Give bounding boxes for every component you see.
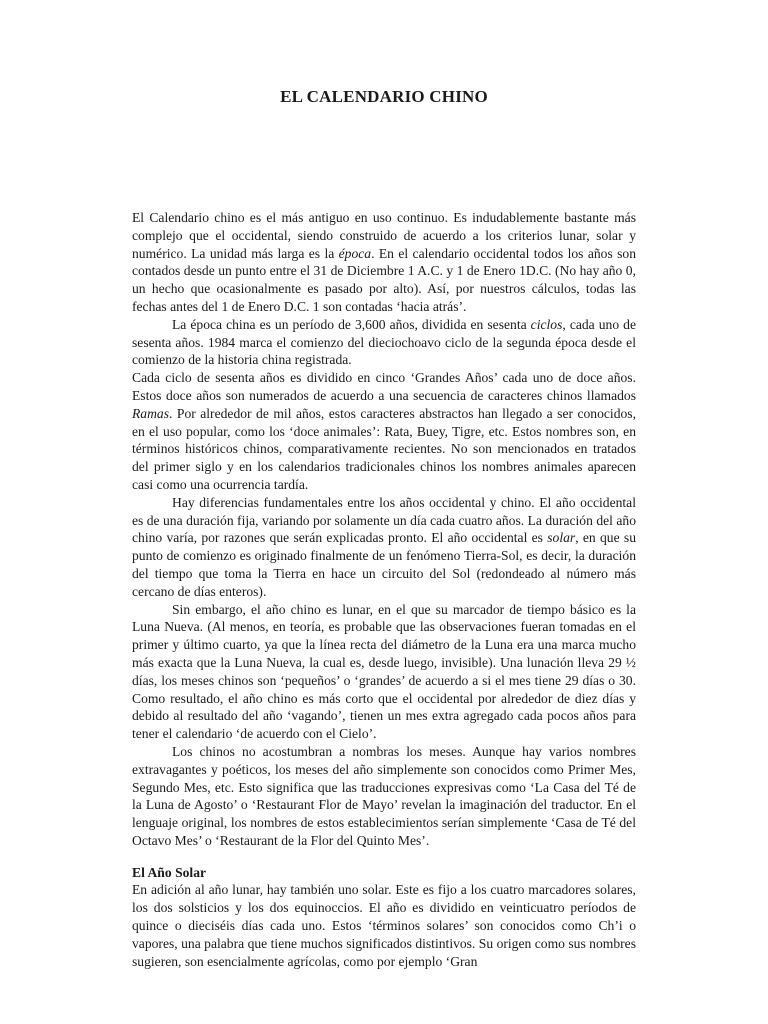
paragraph-1-emphasis: época [338,245,372,261]
document-title: EL CALENDARIO CHINO [280,87,488,106]
paragraph-3-emphasis: Ramas [132,405,170,421]
paragraph-6: Los chinos no acostumbran a nombras los meses. Aunque hay varios nombres extravagantes y poéticos, los meses del año simplemente son conocidos como Primer Mes, Segundo Mes, etc. Esto significa que las traducciones expresivas como ‘La Casa del Té de la Luna de Agosto’ o ‘Restaurant Flor de Mayo’ revelan la imaginación del traductor. En el lenguaje original, los nombres de estos establecimientos serían simplemente ‘Casa de Té del Octavo Mes’ o ‘Restaurant de la Flor del Quinto Mes’. [132,743,636,848]
paragraph-2 [132,316,636,369]
paragraph-1 [132,209,636,316]
paragraph-2-text-b: , cada uno de sesenta años. 1984 marca el comienzo del dieciochoavo ciclo de la segunda época desde el comienzo de la historia china registrada. [132,316,637,368]
paragraph-2-text-a: La época china es un período de 3,600 años, dividida en sesenta [172,316,531,332]
paragraph-1-text-a: El Calendario chino es el más antiguo en uso continuo. Es indudablemente bastante más complejo que el occidental, siendo construido de acuerdo a los criterios lunar, solar y numérico. La unidad más larga es la [132,210,636,261]
paragraph-4-text-b: , en que su punto de comienzo es originado finalmente de un fenómeno Tierra-Sol, es decir, la duración del tiempo que toma la Tierra en hace un circuito del Sol (redondeado al número más cercano de días enteros). [132,530,636,599]
paragraph-4-emphasis: solar [547,530,576,546]
paragraph-3 [132,369,636,494]
paragraph-3-text-b: . Por alrededor de mil años, estos caracteres abstractos han llegado a ser conocidos, en el uso popular, como los ‘doce animales’: Rata, Buey, Tigre, etc. Estos nombres son, en términos históricos chinos, comparativamente recientes. No son mencionados en tratados del primer siglo y en los calendarios tradicionales chinos los nombres animales aparecen casi como una ocurrencia tardía. [132,405,636,492]
paragraph-5: Sin embargo, el año chino es lunar, en el que su marcador de tiempo básico es la Luna Nueva. (Al menos, en teoría, es probable que las observaciones fueran tomadas en el primer y último cuarto, ya que la línea recta del diámetro de la Luna era una marca mucho más exacta que la Luna Nueva, la cual es, desde luego, invisible). Una lunación lleva 29 ½ días, los meses chinos son ‘pequeños’ o ‘grandes’ de acuerdo a si el mes tiene 29 días o 30. Como resultado, el año chino es más corto que el occidental por alrededor de diez días y debido al resultado del año ‘vagando’, tienen un mes extra agregado cada pocos años para tener el calendario ‘de acuerdo con el Cielo’. [132,601,636,742]
paragraph-4-text-a: Hay diferencias fundamentales entre los años occidental y chino. El año occidental es de una duración fija, variando por solamente un día cada cuatro años. La duración del año chino varía, por razones que serán explicadas pronto. El año occidental es [132,494,636,546]
paragraph-1-text-b: . En el calendario occidental todos los años son contados desde un punto entre el 31 de Diciembre 1 A.C. y 1 de Enero 1D.C. (No hay año 0, un hecho que ocasionalmente es pasado por alto). Así, por nuestros cálculos, todas las fechas antes del 1 de Enero D.C. 1 son contadas ‘hacia atrás’. [132,245,636,314]
paragraph-7: En adición al año lunar, hay también uno solar. Este es fijo a los cuatro marcadores solares, los dos solsticios y los dos equinoccios. El año es dividido en veinticuatro períodos de quince o dieciséis días cada uno. Estos ‘términos solares’ son conocidos como Ch’i o vapores, una palabra que tiene muchos significados distintivos. Su origen como sus nombres sugieren, son esencialmente agrícolas, como por ejemplo ‘Gran [132,882,636,969]
paragraph-3-text-a: Cada ciclo de sesenta años es dividido en cinco ‘Grandes Años’ cada uno de doce años. Estos doce años son numerados de acuerdo a una secuencia de caracteres chinos llamados [132,370,636,403]
section-heading-solar-year: El Año Solar [132,864,207,880]
document-body [132,209,636,970]
paragraph-4 [132,494,636,601]
paragraph-2-emphasis: ciclos [530,316,563,332]
